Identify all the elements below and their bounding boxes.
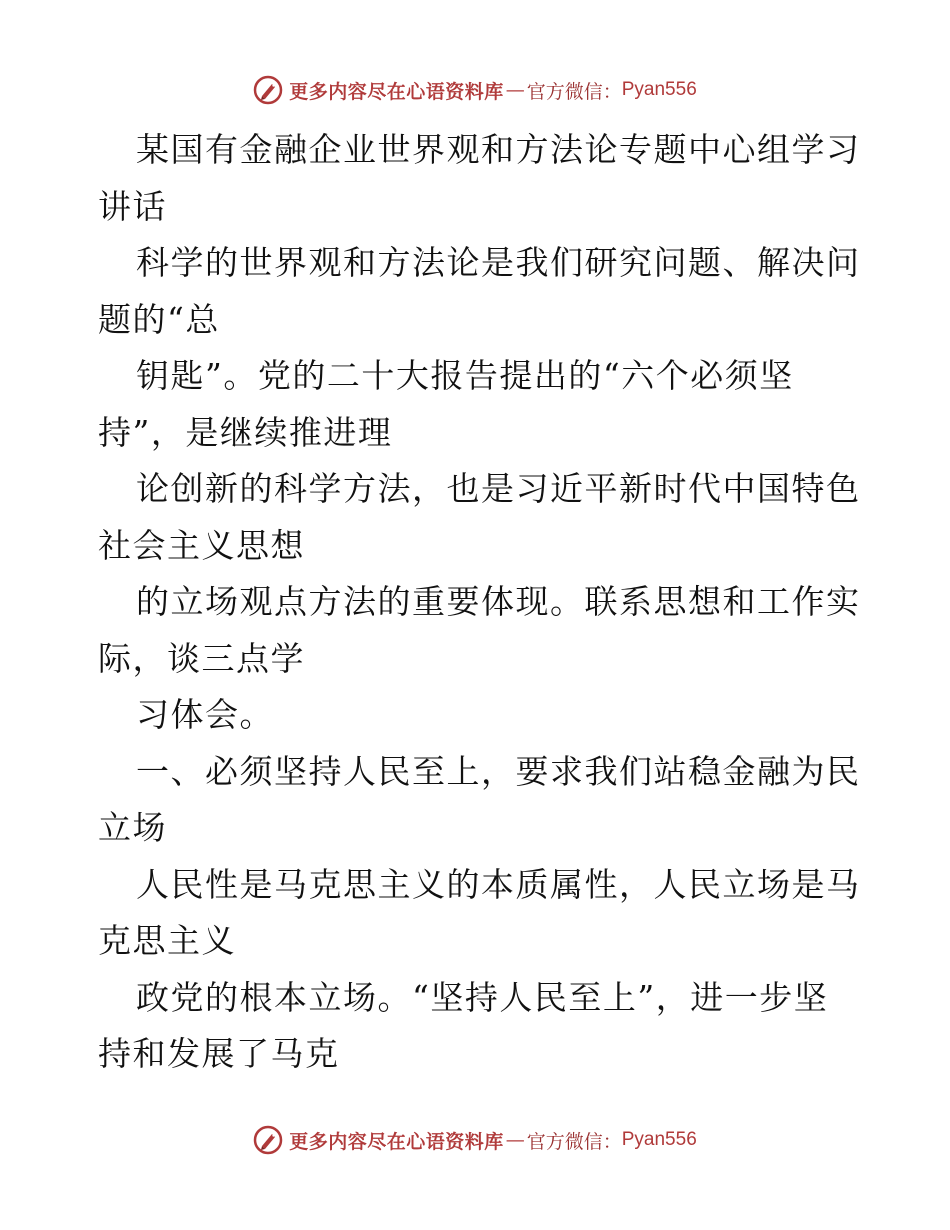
document-body xyxy=(98,122,861,1083)
text-line: 论创新的科学方法，也是习近平新时代中国特色 xyxy=(136,469,861,508)
text-line: 一、必须坚持人民至上，要求我们站稳金融为民 xyxy=(136,751,861,791)
text-line: 人民性是马克思主义的本质属性，人民立场是马 xyxy=(136,864,861,904)
header-wechat-label: 官方微信： xyxy=(526,80,622,103)
text-line: 题的“总 xyxy=(98,299,220,339)
text-line: 政党的根本立场。“坚持人民至上”，进一步坚 xyxy=(136,977,829,1017)
text-line: 的立场观点方法的重要体现。联系思想和工作实 xyxy=(136,582,861,621)
footer-brand-text: 更多内容尽在心语资料库 xyxy=(289,1130,504,1153)
footer-dash: — xyxy=(505,1129,525,1151)
footer-wechat-label: 官方微信： xyxy=(526,1130,622,1153)
text-line: 立场 xyxy=(98,808,167,847)
text-line: 际，谈三点学 xyxy=(98,638,305,678)
text-line: 科学的世界观和方法论是我们研究问题、解决问 xyxy=(136,243,861,282)
text-line: 习体会。 xyxy=(136,695,274,734)
text-line: 讲话 xyxy=(98,186,167,226)
text-line: 克思主义 xyxy=(98,921,236,960)
header-wechat-id: Pyan556 xyxy=(621,79,697,100)
text-line: 持和发展了马克 xyxy=(98,1034,340,1073)
pen-logo-icon xyxy=(253,75,283,105)
header-dash: — xyxy=(505,79,525,101)
text-line: 社会主义思想 xyxy=(98,525,305,565)
pen-logo-icon xyxy=(253,1125,283,1155)
footer-banner xyxy=(0,1120,950,1160)
text-line: 某国有金融企业世界观和方法论专题中心组学习 xyxy=(136,130,861,169)
text-line: 持”，是继续推进理 xyxy=(98,412,393,452)
header-banner xyxy=(0,70,950,110)
footer-wechat-id: Pyan556 xyxy=(621,1129,697,1150)
text-line: 钥匙”。党的二十大报告提出的“六个必须坚 xyxy=(136,356,794,395)
header-brand-text: 更多内容尽在心语资料库 xyxy=(289,80,504,103)
